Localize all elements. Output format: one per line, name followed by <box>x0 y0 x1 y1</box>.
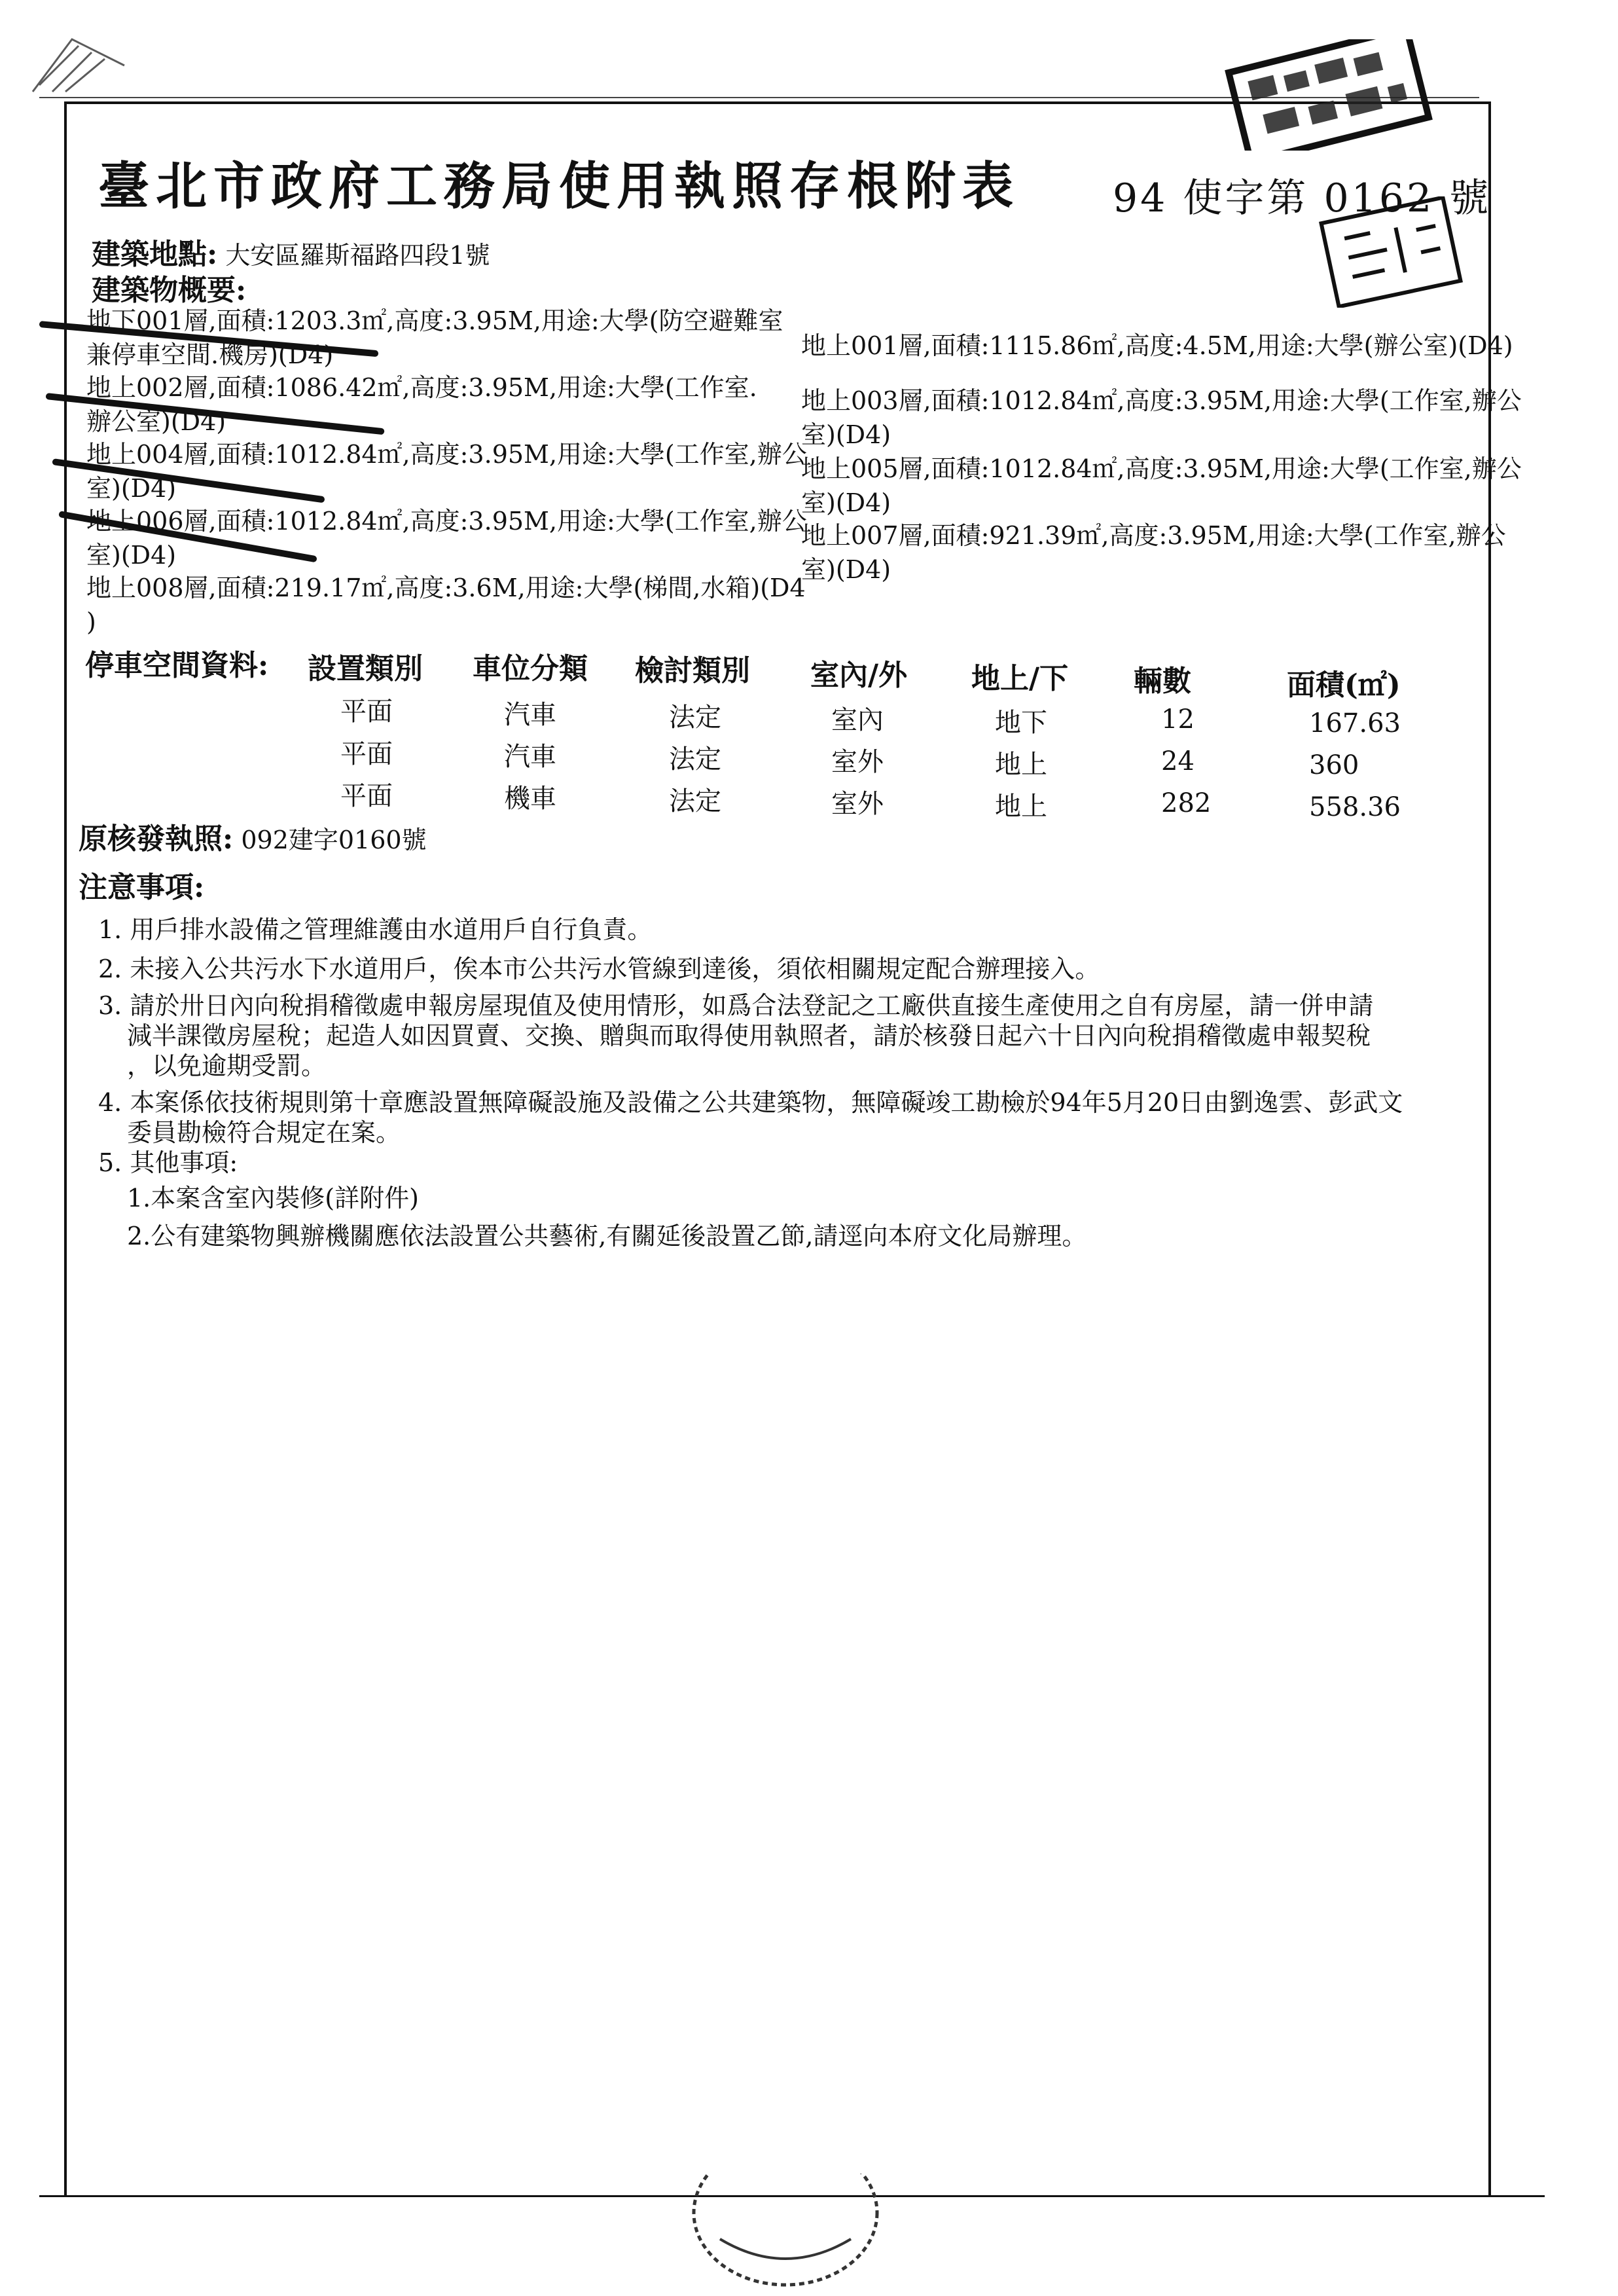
floor-entry: 地上001層,面積:1115.86㎡,高度:4.5M,用途:大學(辦公室)(D4) <box>801 331 1513 360</box>
parking-cell: 機車 <box>504 784 556 814</box>
site-row <box>92 238 490 272</box>
floor-entry: 地下001層,面積:1203.3㎡,高度:3.95M,用途:大學(防空避難室 兼停車空間.機房)(D4) <box>86 306 783 369</box>
parking-cell: 平面 <box>340 697 393 727</box>
original-permit-value: 092建字0160號 <box>241 826 427 854</box>
note-item: 1. 用戶排水設備之管理維護由水道用戶自行負責。 <box>98 915 653 944</box>
parking-header: 檢討類別 <box>635 654 750 687</box>
parking-cell: 法定 <box>669 786 721 816</box>
floor-entry: 地上005層,面積:1012.84㎡,高度:3.95M,用途:大學(工作室,辦公 室)(D4) <box>801 454 1522 517</box>
parking-header: 車位分類 <box>473 652 588 685</box>
parking-header: 室內/外 <box>810 659 908 692</box>
floor-entry: 地上008層,面積:219.17㎡,高度:3.6M,用途:大學(梯間,水箱)(D4 ) <box>86 574 806 636</box>
permit-number: 94 使字第 0162 號 <box>1113 175 1492 221</box>
parking-cell: 室外 <box>831 747 884 777</box>
parking-label: 停車空間資料: <box>85 649 269 682</box>
parking-cell: 室外 <box>831 789 884 819</box>
note-item: 1.本案含室內裝修(詳附件) <box>127 1184 419 1212</box>
floor-entry: 地上003層,面積:1012.84㎡,高度:3.95M,用途:大學(工作室,辦公 室)(D4) <box>801 386 1522 449</box>
note-item: 減半課徵房屋稅；起造人如因買賣、交換、贈與而取得使用執照者，請於核發日起六十日內向稅捐稽徵處申報契稅 <box>127 1021 1371 1050</box>
seal-stamp-top-right <box>1224 39 1433 151</box>
parking-cell: 法定 <box>669 744 721 774</box>
parking-cell: 地上 <box>995 792 1047 822</box>
note-item: ，以免逾期受罰。 <box>127 1051 327 1080</box>
parking-cell: 地下 <box>995 708 1047 738</box>
parking-cell: 12 <box>1161 704 1195 735</box>
parking-cell: 汽車 <box>504 700 556 730</box>
floor-entry: 地上007層,面積:921.39㎡,高度:3.95M,用途:大學(工作室,辦公 室)(D4) <box>801 521 1506 584</box>
parking-cell: 汽車 <box>504 742 556 772</box>
original-permit-label: 原核發執照: <box>79 822 234 856</box>
floor-entry: 地上002層,面積:1086.42㎡,高度:3.95M,用途:大學(工作室. 辦公室)(D4) <box>86 373 757 436</box>
site-label: 建築地點: <box>92 238 218 271</box>
notes-label: 注意事項: <box>79 871 205 904</box>
original-permit-row <box>79 822 427 857</box>
floor-entry: 地上004層,面積:1012.84㎡,高度:3.95M,用途:大學(工作室,辦公 室)(D4) <box>86 440 807 503</box>
note-item: 2. 未接入公共污水下水道用戶，俟本市公共污水管線到達後，須依相關規定配合辦理接入。 <box>98 955 1100 983</box>
parking-header: 面積(㎡) <box>1287 668 1401 702</box>
parking-cell: 室內 <box>831 705 884 735</box>
document-title: 臺北市政府工務局使用執照存根附表 <box>98 156 1020 216</box>
parking-cell: 法定 <box>669 702 721 733</box>
corner-stamp-top-left <box>26 26 131 105</box>
round-seal-bottom <box>681 2174 890 2296</box>
note-item: 5. 其他事項: <box>98 1148 238 1177</box>
note-item: 委員勘檢符合規定在案。 <box>127 1118 401 1147</box>
parking-header: 地上/下 <box>971 662 1069 695</box>
site-value: 大安區羅斯福路四段1號 <box>225 241 490 270</box>
parking-cell: 地上 <box>995 750 1047 780</box>
parking-cell: 282 <box>1161 788 1212 818</box>
parking-cell: 558.36 <box>1309 792 1401 822</box>
overview-label: 建築物概要: <box>92 274 247 307</box>
floor-entry: 地上006層,面積:1012.84㎡,高度:3.95M,用途:大學(工作室,辦公 室)(D4) <box>86 507 807 570</box>
note-item: 4. 本案係依技術規則第十章應設置無障礙設施及設備之公共建築物，無障礙竣工勘檢於94年5月20日由劉逸雲、彭武文 <box>98 1088 1403 1117</box>
parking-cell: 24 <box>1161 746 1195 776</box>
parking-cell: 平面 <box>340 739 393 769</box>
frame-left-border <box>64 101 67 2196</box>
parking-header: 輛數 <box>1134 665 1191 698</box>
note-item: 3. 請於卅日內向稅捐稽徵處申報房屋現值及使用情形，如爲合法登記之工廠供直接生產使用之自有房屋，請一併申請 <box>98 991 1374 1020</box>
parking-cell: 360 <box>1309 750 1359 780</box>
note-item: 2.公有建築物興辦機關應依法設置公共藝術,有關延後設置乙節,請逕向本府文化局辦理。 <box>127 1222 1087 1250</box>
parking-cell: 平面 <box>340 781 393 811</box>
parking-cell: 167.63 <box>1309 708 1401 738</box>
parking-header: 設置類別 <box>308 652 423 685</box>
